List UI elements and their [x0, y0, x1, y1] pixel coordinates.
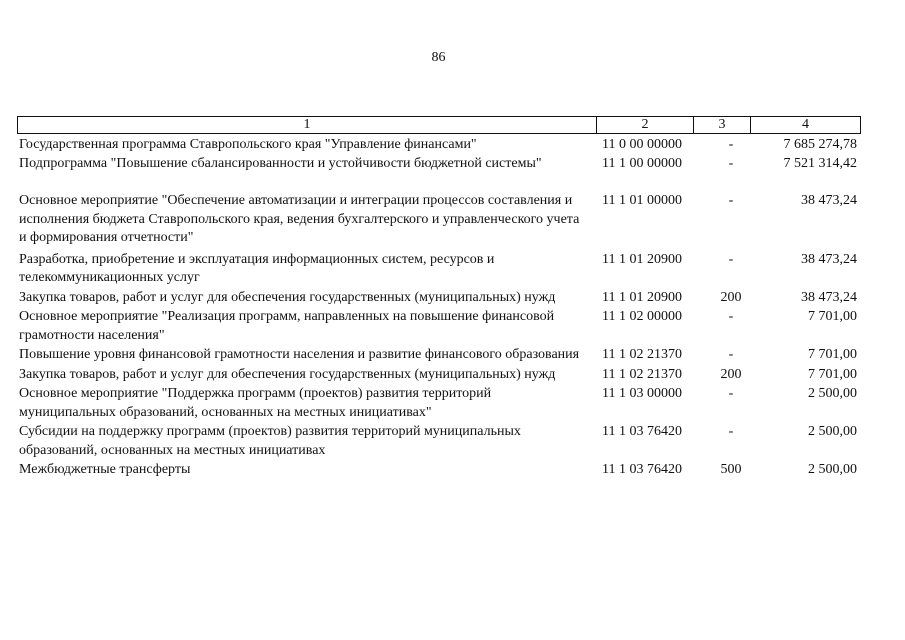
row-type: - [728, 347, 734, 362]
row-amount: 7 521 314,42 [783, 155, 857, 171]
row-name: Подпрограмма "Повышение сбалансированности и устойчивости бюджетной системы" [19, 155, 542, 171]
header-col-1: 1 [18, 117, 597, 134]
row-code: 11 1 00 00000 [602, 155, 682, 171]
table-row [19, 289, 859, 308]
page-number: 86 [431, 50, 446, 65]
row-type: 500 [720, 462, 742, 477]
table-row [19, 461, 859, 480]
row-amount: 2 500,00 [808, 386, 857, 401]
row-code: 11 1 02 21370 [602, 347, 682, 362]
row-code: 11 1 02 21370 [602, 366, 682, 382]
row-code: 11 1 03 76420 [602, 462, 682, 477]
column-number-header [17, 116, 861, 134]
table-row [19, 251, 859, 288]
row-name: Разработка, приобретение и эксплуатация информационных систем, ресурсов и телекоммуникационных услуг [19, 251, 495, 285]
table-row [19, 423, 859, 460]
row-name: Межбюджетные трансферты [19, 462, 191, 477]
row-type: - [728, 309, 734, 324]
row-amount: 7 701,00 [808, 347, 857, 362]
row-code: 11 1 01 00000 [602, 193, 682, 208]
row-code: 11 1 01 20900 [602, 289, 682, 305]
row-amount: 2 500,00 [808, 424, 857, 439]
row-code: 11 1 03 76420 [602, 424, 682, 439]
row-type: - [728, 251, 734, 267]
table-row [19, 346, 859, 365]
row-name: Закупка товаров, работ и услуг для обеспечения государственных (муниципальных) нужд [19, 366, 556, 382]
row-name: Государственная программа Ставропольского края "Управление финансами" [19, 137, 477, 152]
row-type: - [728, 155, 734, 171]
row-name: Субсидии на поддержку программ (проектов) развития территорий муниципальных образований, основанных на местных инициативах [19, 424, 521, 458]
row-code: 11 1 01 20900 [602, 251, 682, 267]
row-name: Повышение уровня финансовой грамотности населения и развитие финансового образования [19, 347, 580, 362]
row-amount: 7 685 274,78 [783, 137, 857, 152]
row-code: 11 0 00 00000 [602, 137, 682, 152]
row-amount: 38 473,24 [801, 193, 857, 208]
row-name: Закупка товаров, работ и услуг для обеспечения государственных (муниципальных) нужд [19, 289, 556, 305]
row-code: 11 1 03 00000 [602, 386, 682, 401]
budget-table-body [19, 136, 859, 480]
row-type: - [728, 193, 734, 208]
row-type: 200 [720, 366, 742, 382]
row-amount: 7 701,00 [808, 366, 857, 382]
row-code: 11 1 02 00000 [602, 309, 682, 324]
row-type: - [728, 424, 734, 439]
row-amount: 2 500,00 [808, 462, 857, 477]
row-name: Основное мероприятие "Поддержка программ (проектов) развития территорий муниципальных образований, основанных на местных инициативах" [19, 386, 492, 420]
table-row [19, 308, 859, 345]
row-type: - [728, 386, 734, 401]
row-name: Основное мероприятие "Реализация программ, направленных на повышение финансовой грамотности населения" [19, 309, 555, 343]
table-row [19, 192, 859, 248]
header-col-2: 2 [597, 117, 694, 134]
header-col-3: 3 [694, 117, 751, 134]
table-row [19, 366, 859, 385]
row-type: 200 [720, 289, 742, 305]
row-amount: 7 701,00 [808, 309, 857, 324]
row-type: - [728, 137, 734, 152]
row-name: Основное мероприятие "Обеспечение автоматизации и интеграции процессов составления и исполнения бюджета Ставропольского края, ведения бухгалтерского и управленческого учета и формирования отчетности" [19, 193, 580, 245]
row-amount: 38 473,24 [801, 251, 857, 267]
table-row [19, 136, 859, 155]
table-row [19, 385, 859, 422]
header-col-4: 4 [751, 117, 861, 134]
table-row [19, 155, 859, 174]
row-amount: 38 473,24 [801, 289, 857, 305]
